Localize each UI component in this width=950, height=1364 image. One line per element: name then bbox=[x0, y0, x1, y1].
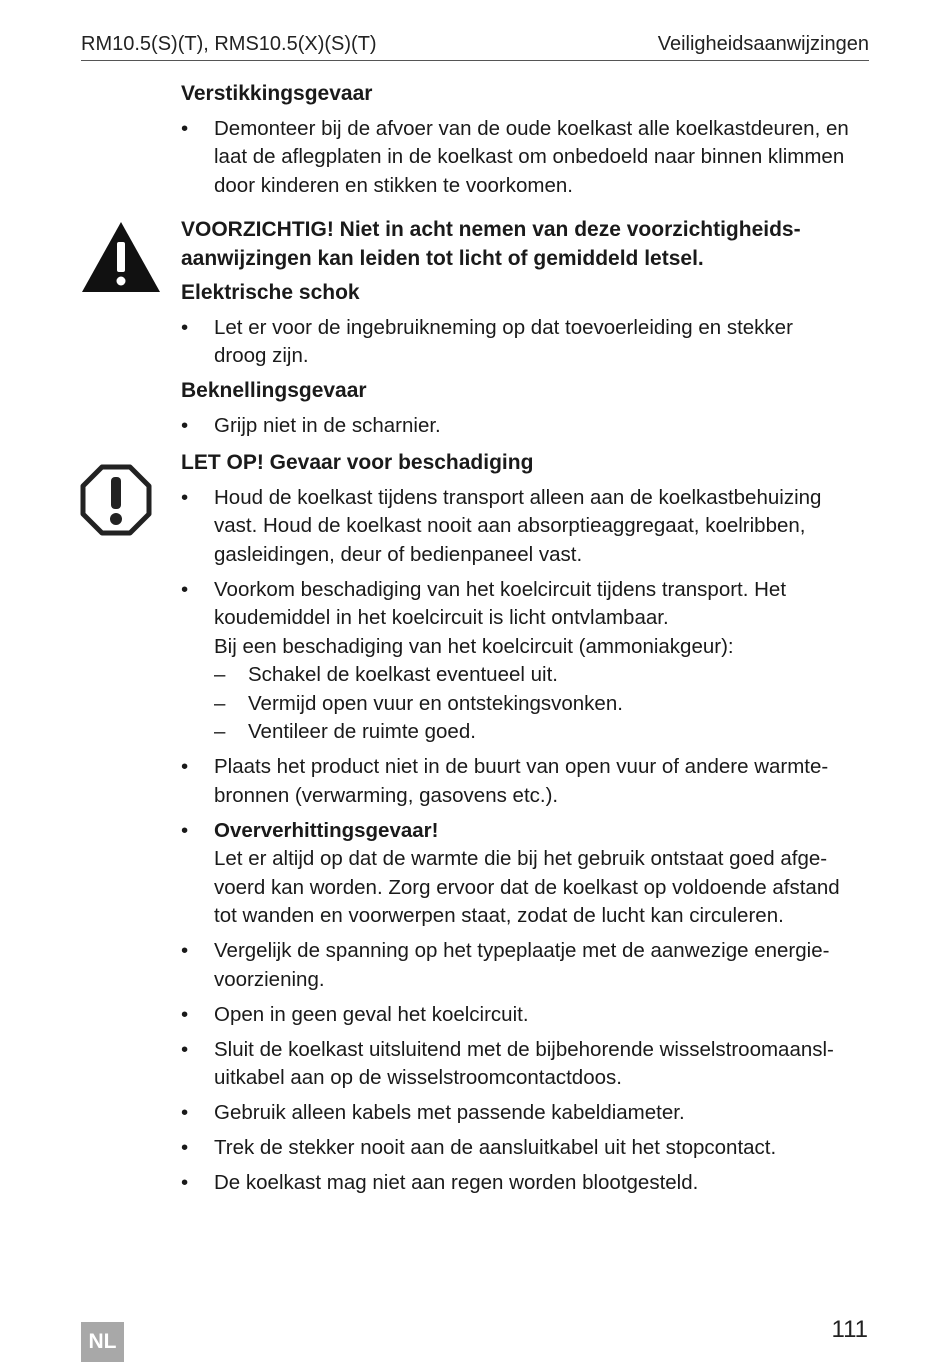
list-item: • Open in geen geval het koelcircuit. bbox=[181, 1001, 871, 1030]
caution-title: VOORZICHTIG! Niet in acht nemen van deze voorzichtigheids- aanwijzingen kan leiden tot licht of gemiddeld letsel. bbox=[181, 218, 801, 270]
heading-suffocation: Verstikkingsgevaar bbox=[181, 82, 373, 105]
sub-list-item: – Ventileer de ruimte goed. bbox=[214, 718, 871, 747]
sub-list-item: – Schakel de koelkast eventueel uit. bbox=[214, 661, 871, 690]
heading-pinch-hazard: Beknellingsgevaar bbox=[181, 379, 367, 402]
list-item: • De koelkast mag niet aan regen worden blootgesteld. bbox=[181, 1169, 871, 1198]
heading-electric-shock: Elektrische schok bbox=[181, 281, 360, 304]
list-pinch-hazard bbox=[181, 412, 871, 441]
list-item: • Houd de koelkast tijdens transport alleen aan de koelkastbehuizing vast. Houd de koelkast nooit aan absorptieaggregaat, koelribben, gasleidingen, deur of bedienpaneel vast. bbox=[181, 484, 871, 570]
list-item: • Demonteer bij de afvoer van de oude koelkast alle koelkastdeuren, en laat de aflegplaten in de koelkast om onbedoeld naar binnen klimmen door kinderen en stikken te voorkomen. bbox=[181, 115, 871, 201]
header-section-title: Veiligheidsaanwijzingen bbox=[657, 33, 869, 55]
list-item: • Gebruik alleen kabels met passende kabeldiameter. bbox=[181, 1099, 871, 1128]
page-header bbox=[81, 30, 869, 61]
overheating-heading: • Oververhittingsgevaar! bbox=[214, 818, 439, 842]
list-item: • Plaats het product niet in de buurt van open vuur of andere warmte- bronnen (verwarming, gasovens etc.). bbox=[181, 753, 871, 810]
list-item: • Let er voor de ingebruikneming op dat toevoerleiding en stekker droog zijn. bbox=[181, 314, 871, 371]
list-item: • Sluit de koelkast uitsluitend met de bijbehorende wisselstroomaansl- uitkabel aan op de wisselstroomcontactdoos. bbox=[181, 1036, 871, 1093]
caution-block bbox=[181, 216, 871, 440]
language-badge: NL bbox=[81, 1322, 124, 1362]
page-content bbox=[181, 80, 871, 1204]
notice-title: LET OP! Gevaar voor beschadiging bbox=[181, 451, 534, 474]
list-item: • Voorkom beschadiging van het koelcircuit tijdens transport. Het koudemiddel in het koelcircuit is licht ontvlambaar. Bij een beschadiging van het koelcircuit (ammoniakgeur): – Schakel de koelkast eventueel uit. – Vermijd open vuur en ontstekingsvonken. – Ventileer de ruimte goed. bbox=[181, 576, 871, 747]
list-item: • Grijp niet in de scharnier. bbox=[181, 412, 871, 441]
sub-list-item: – Vermijd open vuur en ontstekingsvonken. bbox=[214, 690, 871, 719]
list-item: • Oververhittingsgevaar! Let er altijd op dat de warmte die bij het gebruik ontstaat goed afge- voerd kan worden. Zorg ervoor dat de koelkast op voldoende afstand tot wanden en voorwerpen staat, zodat de lucht kan circuleren. bbox=[181, 817, 871, 931]
list-electric-shock bbox=[181, 314, 871, 371]
list-item: • Vergelijk de spanning op het typeplaatje met de aanwezige energie- voorziening. bbox=[181, 937, 871, 994]
list-item: • Trek de stekker nooit aan de aansluitkabel uit het stopcontact. bbox=[181, 1134, 871, 1163]
header-model: RM10.5(S)(T), RMS10.5(X)(S)(T) bbox=[81, 33, 377, 55]
list-notice bbox=[181, 484, 871, 1198]
notice-block bbox=[181, 449, 871, 1198]
page-number: 111 bbox=[831, 1316, 868, 1343]
sub-list-ammonia bbox=[214, 661, 871, 747]
list-suffocation bbox=[181, 115, 871, 201]
warning-triangle-icon bbox=[80, 220, 162, 299]
notice-octagon-icon bbox=[80, 464, 152, 541]
